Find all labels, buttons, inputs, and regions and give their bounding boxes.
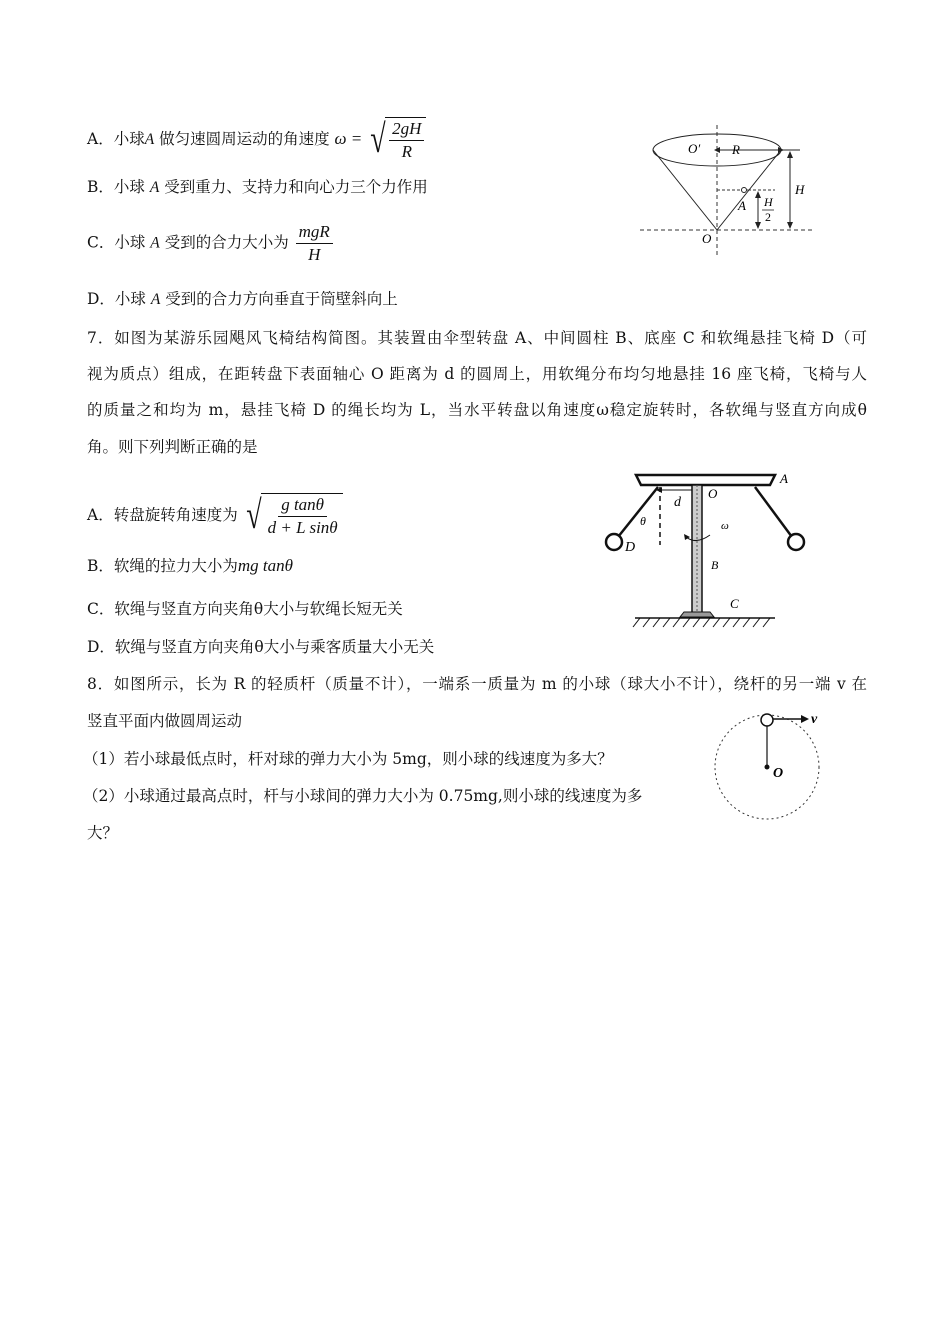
label-v: v [811,712,818,727]
q8-subquestion-2-line1: （2）小球通过最高点时，杆与小球间的弹力大小为 0.75mg,则小球的线速度为多 [83,787,643,805]
q7-stem-line2: 视为质点）组成，在距转盘下表面轴心 O 距离为 d 的圆周上，用软绳分布均匀地悬挂 16 座飞椅，飞椅与人 [87,365,867,383]
q8-subquestion-2-line2: 大？ [87,824,119,842]
q8-subquestion-1: （1）若小球最低点时，杆对球的弹力大小为 5mg，则小球的线速度为多大？ [83,750,613,768]
rod-circle-figure [705,705,855,825]
q7-option-a: A．转盘旋转角速度为 √ $\frac{\text{g tanθ}}{\text{d + L sinθ}}$ [87,493,343,539]
q6-option-a-formula: √ $\frac{2gH}{R}$ [367,117,426,163]
chair-right [788,534,804,550]
q6-option-d: D．小球 A 受到的合力方向垂直于筒壁斜向上 [87,290,398,308]
label-r: R [732,142,740,157]
label-a: A [780,471,788,486]
label-c: C [730,596,739,611]
q7-option-b: B．软绳的拉力大小为mg tanθ [87,556,294,575]
label-half-den: 2 [765,210,771,224]
swing-ride-figure [600,465,830,640]
q8-stem-line2: 竖直平面内做圆周运动 [87,712,243,730]
label-o: O [702,231,712,246]
q6-option-c-formula: $\frac{\text{mgR}}{H}$ [296,221,333,266]
label-a: A [738,198,746,213]
q6-option-b: B．小球 A 受到重力、支持力和向心力三个力作用 [87,178,428,196]
q7-option-a-formula: √ $\frac{\text{g tanθ}}{\text{d + L sinθ}}$ [243,493,343,539]
label-o: O [773,766,784,781]
cone-figure [640,120,820,260]
q8-stem-line1: 8．如图所示，长为 R 的轻质杆（质量不计），一端系一质量为 m 的小球（球大小不计），绕杆的另一端 v 在 [87,675,867,693]
label-omega: ω [721,520,729,532]
q7-option-d: D．软绳与竖直方向夹角θ大小与乘客质量大小无关 [87,638,435,656]
label-d-distance: d [674,495,681,510]
label-o-prime: O′ [688,141,701,156]
label-d-chair: D [625,540,636,555]
label-theta: θ [640,514,646,528]
ball-a-marker [742,188,747,193]
label-b: B [711,558,719,572]
q6-option-a: A．小球A 做匀速圆周运动的角速度 ω = √ $\frac{2gH}{R}$ [87,117,426,163]
q7-stem-line4: 角。则下列判断正确的是 [87,438,258,456]
label-half-num: H [764,195,773,209]
q6-option-c: C．小球 A 受到的合力大小为 $\frac{\text{mgR}}{H}$ [87,221,335,266]
center-o [765,765,770,770]
q7-stem-line3: 的质量之和均为 m，悬挂飞椅 D 的绳长均为 L，当水平转盘以角速度ω稳定旋转时，各软绳与竖直方向成θ [87,401,867,419]
label-h: H [795,182,805,197]
q7-stem-line1: 7．如图为某游乐园飓风飞椅结构简图。其装置由伞型转盘 A、中间圆柱 B、底座 C 和软绳悬挂飞椅 D（可 [87,329,867,347]
q7-option-c: C．软绳与竖直方向夹角θ大小与软绳长短无关 [87,600,403,618]
chair-d-left [606,534,622,550]
label-o: O [708,486,718,501]
ball [761,714,773,726]
